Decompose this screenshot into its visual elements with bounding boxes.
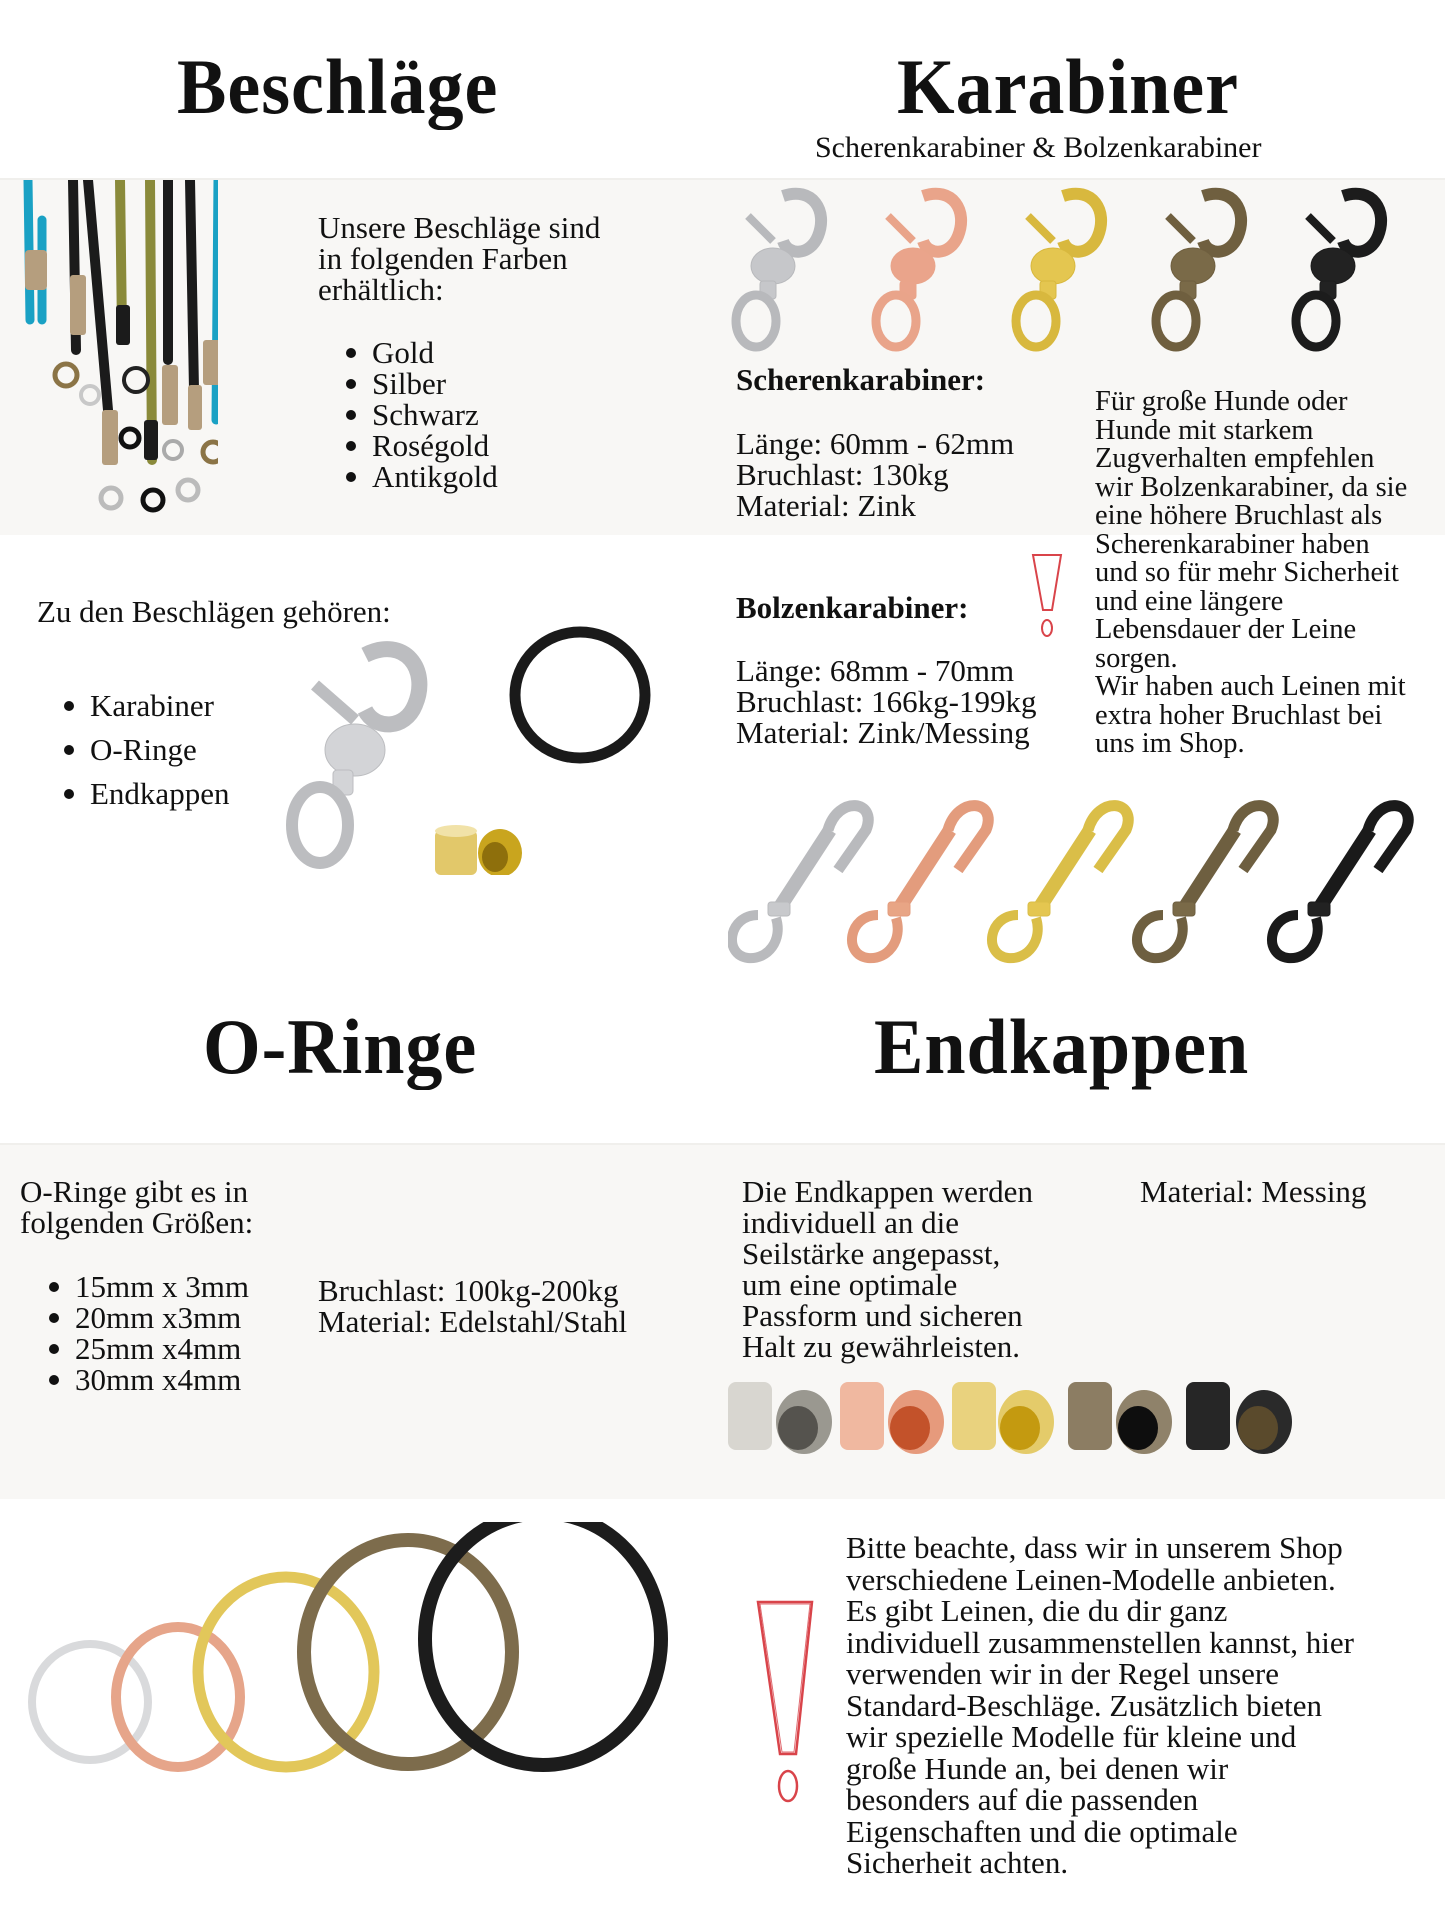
color-item: Schwarz bbox=[344, 399, 498, 430]
exclamation-large-icon bbox=[752, 1598, 822, 1813]
endkappen-material: Material: Messing bbox=[1140, 1174, 1367, 1209]
bolzenkarabiner-specs: Länge: 68mm - 70mm Bruchlast: 166kg-199kg Material: Zink/Messing bbox=[736, 653, 1037, 750]
title-endkappen: Endkappen bbox=[874, 1003, 1250, 1090]
size-item: 30mm x4mm bbox=[47, 1364, 249, 1395]
size-item: 25mm x4mm bbox=[47, 1333, 249, 1364]
beschlaege-includes-list bbox=[62, 684, 229, 816]
karabiner-note: Für große Hunde oder Hunde mit starkem Zugverhalten empfehlen wir Bolzenkarabiner, da sie eine höhere Bruchlast als Scherenkarabiner haben und so für mehr Sicherheit und eine längere Lebensdauer der Leine sorgen. Wir haben auch Leinen mit extra hoher Bruchlast bei uns im Shop. bbox=[1095, 386, 1408, 759]
color-item: Roségold bbox=[344, 430, 498, 461]
bolzenkarabiner-heading: Bolzenkarabiner: bbox=[736, 590, 969, 625]
size-item: 15mm x 3mm bbox=[47, 1271, 249, 1302]
beschlaege-includes-heading: Zu den Beschlägen gehören: bbox=[37, 594, 391, 629]
oringe-image bbox=[18, 1522, 708, 1782]
endkappen-description: Die Endkappen werden individuell an die Seilstärke angepasst, um eine optimale Passform und sicheren Halt zu gewährleisten. bbox=[742, 1174, 1033, 1364]
title-oringe: O-Ringe bbox=[203, 1003, 478, 1090]
bolzenkarabiner-image bbox=[728, 790, 1440, 965]
size-item: 20mm x3mm bbox=[47, 1302, 249, 1333]
beschlaege-intro: Unsere Beschläge sind in folgenden Farben erhältlich: bbox=[318, 210, 601, 307]
oringe-intro: O-Ringe gibt es in folgenden Größen: bbox=[20, 1174, 254, 1240]
beschlaege-colors-list bbox=[344, 337, 498, 492]
include-item: O-Ringe bbox=[62, 728, 229, 772]
title-beschlaege: Beschläge bbox=[177, 43, 499, 130]
color-item: Silber bbox=[344, 368, 498, 399]
include-item: Karabiner bbox=[62, 684, 229, 728]
include-item: Endkappen bbox=[62, 772, 229, 816]
leashes-image bbox=[18, 180, 218, 520]
exclamation-icon bbox=[1030, 552, 1066, 642]
oringe-specs: Bruchlast: 100kg-200kg Material: Edelstahl/Stahl bbox=[318, 1273, 628, 1339]
scherenkarabiner-image bbox=[728, 186, 1440, 356]
scherenkarabiner-heading: Scherenkarabiner: bbox=[736, 362, 986, 397]
endkappen-image bbox=[724, 1378, 1444, 1458]
hinweis-text: Bitte beachte, dass wir in unserem Shop verschiedene Leinen-Modelle anbieten. Es gibt Leinen, die du dir ganz individuell zusammenstellen kannst, hier verwenden wir in der Regel unsere Standard-Beschläge. Zusätzlich bieten wir spezielle Modelle für kleine und große Hunde an, bei denen wir besonders auf die passenden Eigenschaften und die optimale Sicherheit achten. bbox=[846, 1530, 1354, 1880]
subtitle-karabiner: Scherenkarabiner & Bolzenkarabiner bbox=[815, 131, 1262, 164]
title-karabiner: Karabiner bbox=[897, 43, 1239, 130]
scherenkarabiner-specs: Länge: 60mm - 62mm Bruchlast: 130kg Material: Zink bbox=[736, 426, 1015, 523]
color-item: Gold bbox=[344, 337, 498, 368]
oringe-sizes-list bbox=[47, 1271, 249, 1395]
color-item: Antikgold bbox=[344, 461, 498, 492]
beschlaege-parts-image bbox=[255, 625, 665, 875]
